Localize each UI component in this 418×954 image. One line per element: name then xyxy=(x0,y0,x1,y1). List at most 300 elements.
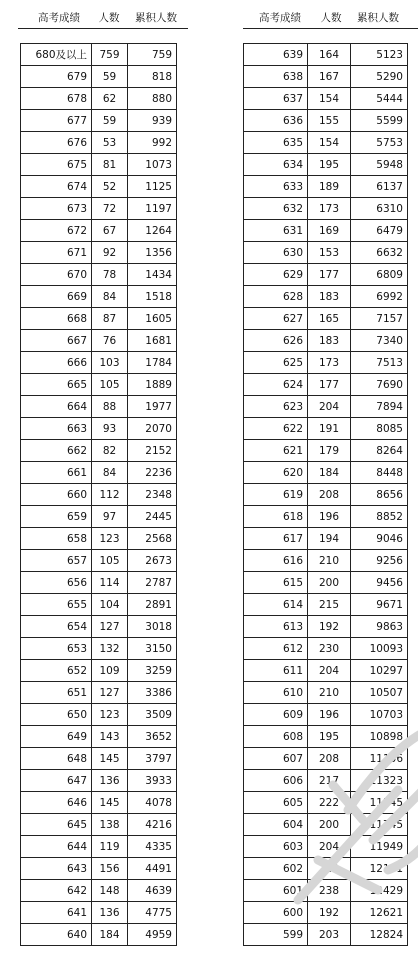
count-cell: 204 xyxy=(308,660,351,682)
count-cell: 93 xyxy=(92,418,128,440)
right-table-row xyxy=(244,836,408,858)
score-cell: 607 xyxy=(244,748,308,770)
cumulative-cell: 1889 xyxy=(128,374,177,396)
right-header-rule xyxy=(243,28,418,29)
cumulative-cell: 5948 xyxy=(351,154,408,176)
count-cell: 127 xyxy=(92,682,128,704)
right-table-row xyxy=(244,814,408,836)
count-cell: 194 xyxy=(308,528,351,550)
cumulative-cell: 1977 xyxy=(128,396,177,418)
score-cell: 642 xyxy=(21,880,92,902)
count-cell: 208 xyxy=(308,748,351,770)
right-table-row xyxy=(244,704,408,726)
right-table-row xyxy=(244,880,408,902)
count-cell: 114 xyxy=(92,572,128,594)
score-cell: 629 xyxy=(244,264,308,286)
cumulative-cell: 1197 xyxy=(128,198,177,220)
right-table-row xyxy=(244,308,408,330)
score-cell: 644 xyxy=(21,836,92,858)
cumulative-cell: 8448 xyxy=(351,462,408,484)
score-cell: 615 xyxy=(244,572,308,594)
left-table-row xyxy=(21,792,177,814)
count-cell: 167 xyxy=(308,66,351,88)
left-table-row xyxy=(21,132,177,154)
score-cell: 679 xyxy=(21,66,92,88)
left-table-row xyxy=(21,154,177,176)
cumulative-cell: 2070 xyxy=(128,418,177,440)
count-cell: 189 xyxy=(308,176,351,198)
score-cell: 637 xyxy=(244,88,308,110)
cumulative-cell: 12824 xyxy=(351,924,408,946)
cumulative-cell: 7157 xyxy=(351,308,408,330)
left-table-row xyxy=(21,814,177,836)
right-table-row xyxy=(244,220,408,242)
right-table-row xyxy=(244,330,408,352)
cumulative-cell: 3509 xyxy=(128,704,177,726)
score-cell: 632 xyxy=(244,198,308,220)
score-cell: 675 xyxy=(21,154,92,176)
count-cell: 145 xyxy=(92,748,128,770)
count-cell: 81 xyxy=(92,154,128,176)
score-cell: 599 xyxy=(244,924,308,946)
score-cell: 606 xyxy=(244,770,308,792)
count-cell: 109 xyxy=(92,660,128,682)
count-cell: 238 xyxy=(308,880,351,902)
score-cell: 625 xyxy=(244,352,308,374)
cumulative-cell: 5123 xyxy=(351,44,408,66)
left-table-row xyxy=(21,704,177,726)
cumulative-cell: 5290 xyxy=(351,66,408,88)
right-table-row xyxy=(244,418,408,440)
count-cell: 123 xyxy=(92,528,128,550)
cumulative-cell: 1356 xyxy=(128,242,177,264)
right-table-row xyxy=(244,396,408,418)
left-table-row xyxy=(21,638,177,660)
count-cell: 230 xyxy=(308,638,351,660)
count-cell: 72 xyxy=(92,198,128,220)
right-table-row xyxy=(244,748,408,770)
cumulative-cell: 9256 xyxy=(351,550,408,572)
count-cell: 155 xyxy=(308,110,351,132)
count-cell: 59 xyxy=(92,110,128,132)
score-cell: 674 xyxy=(21,176,92,198)
left-table-row xyxy=(21,748,177,770)
left-table-row xyxy=(21,616,177,638)
score-cell: 651 xyxy=(21,682,92,704)
cumulative-cell: 12429 xyxy=(351,880,408,902)
cumulative-cell: 992 xyxy=(128,132,177,154)
score-cell: 635 xyxy=(244,132,308,154)
left-table-row xyxy=(21,44,177,66)
count-cell: 184 xyxy=(308,462,351,484)
cumulative-cell: 3259 xyxy=(128,660,177,682)
cumulative-cell: 9671 xyxy=(351,594,408,616)
count-cell: 52 xyxy=(92,176,128,198)
score-cell: 605 xyxy=(244,792,308,814)
score-cell: 616 xyxy=(244,550,308,572)
count-cell: 136 xyxy=(92,770,128,792)
count-cell: 203 xyxy=(308,924,351,946)
count-cell: 204 xyxy=(308,836,351,858)
score-cell: 641 xyxy=(21,902,92,924)
cumulative-cell: 11106 xyxy=(351,748,408,770)
count-cell: 154 xyxy=(308,132,351,154)
left-score-table xyxy=(20,43,177,946)
cumulative-cell: 4491 xyxy=(128,858,177,880)
score-cell: 660 xyxy=(21,484,92,506)
left-table-row xyxy=(21,396,177,418)
cumulative-cell: 8085 xyxy=(351,418,408,440)
right-table-row xyxy=(244,176,408,198)
score-cell: 676 xyxy=(21,132,92,154)
score-cell: 603 xyxy=(244,836,308,858)
cumulative-cell: 2787 xyxy=(128,572,177,594)
cumulative-cell: 1434 xyxy=(128,264,177,286)
left-table-row xyxy=(21,88,177,110)
score-cell: 661 xyxy=(21,462,92,484)
right-table-row xyxy=(244,638,408,660)
score-cell: 662 xyxy=(21,440,92,462)
score-cell: 669 xyxy=(21,286,92,308)
left-table-row xyxy=(21,506,177,528)
cumulative-cell: 939 xyxy=(128,110,177,132)
cumulative-cell: 12621 xyxy=(351,902,408,924)
left-header-rule xyxy=(18,28,188,29)
count-cell: 82 xyxy=(92,440,128,462)
count-cell: 165 xyxy=(308,308,351,330)
left-table-row xyxy=(21,176,177,198)
cumulative-cell: 10297 xyxy=(351,660,408,682)
count-cell: 84 xyxy=(92,462,128,484)
cumulative-cell: 1264 xyxy=(128,220,177,242)
score-cell: 626 xyxy=(244,330,308,352)
left-table-row xyxy=(21,594,177,616)
score-cell: 614 xyxy=(244,594,308,616)
score-cell: 663 xyxy=(21,418,92,440)
left-table-row xyxy=(21,880,177,902)
right-table-row xyxy=(244,462,408,484)
score-cell: 622 xyxy=(244,418,308,440)
count-cell: 215 xyxy=(308,594,351,616)
count-cell: 78 xyxy=(92,264,128,286)
left-table-row xyxy=(21,242,177,264)
cumulative-cell: 10507 xyxy=(351,682,408,704)
left-table-row xyxy=(21,264,177,286)
left-table-row xyxy=(21,220,177,242)
count-cell: 92 xyxy=(92,242,128,264)
count-cell: 196 xyxy=(308,704,351,726)
count-cell: 59 xyxy=(92,66,128,88)
score-cell: 648 xyxy=(21,748,92,770)
count-cell: 184 xyxy=(92,924,128,946)
count-cell: 123 xyxy=(92,704,128,726)
right-table-row xyxy=(244,594,408,616)
left-table-row xyxy=(21,660,177,682)
right-table-row xyxy=(244,616,408,638)
cumulative-cell: 2673 xyxy=(128,550,177,572)
count-cell: 192 xyxy=(308,902,351,924)
score-cell: 623 xyxy=(244,396,308,418)
count-cell: 177 xyxy=(308,264,351,286)
left-table-row xyxy=(21,308,177,330)
cumulative-cell: 7690 xyxy=(351,374,408,396)
score-cell: 643 xyxy=(21,858,92,880)
cumulative-cell: 1784 xyxy=(128,352,177,374)
right-table-row xyxy=(244,264,408,286)
score-cell: 639 xyxy=(244,44,308,66)
score-cell: 657 xyxy=(21,550,92,572)
score-cell: 634 xyxy=(244,154,308,176)
score-cell: 673 xyxy=(21,198,92,220)
cumulative-cell: 4335 xyxy=(128,836,177,858)
left-header-cumulative: 累积人数 xyxy=(135,12,177,24)
left-table-row xyxy=(21,682,177,704)
count-cell: 156 xyxy=(92,858,128,880)
count-cell: 164 xyxy=(308,44,351,66)
score-cell: 631 xyxy=(244,220,308,242)
right-table-row xyxy=(244,44,408,66)
right-table-row xyxy=(244,132,408,154)
count-cell: 195 xyxy=(308,726,351,748)
right-table-row xyxy=(244,286,408,308)
cumulative-cell: 5599 xyxy=(351,110,408,132)
count-cell: 200 xyxy=(308,572,351,594)
cumulative-cell: 2236 xyxy=(128,462,177,484)
score-cell: 602 xyxy=(244,858,308,880)
score-cell: 659 xyxy=(21,506,92,528)
cumulative-cell: 10093 xyxy=(351,638,408,660)
cumulative-cell: 3797 xyxy=(128,748,177,770)
right-table-row xyxy=(244,770,408,792)
cumulative-cell: 3018 xyxy=(128,616,177,638)
left-table-row xyxy=(21,198,177,220)
cumulative-cell: 9456 xyxy=(351,572,408,594)
cumulative-cell: 1518 xyxy=(128,286,177,308)
left-table-row xyxy=(21,836,177,858)
cumulative-cell: 2445 xyxy=(128,506,177,528)
cumulative-cell: 4216 xyxy=(128,814,177,836)
count-cell: 87 xyxy=(92,308,128,330)
score-cell: 667 xyxy=(21,330,92,352)
cumulative-cell: 10898 xyxy=(351,726,408,748)
left-table-row xyxy=(21,374,177,396)
score-cell: 678 xyxy=(21,88,92,110)
right-table-row xyxy=(244,506,408,528)
score-cell: 621 xyxy=(244,440,308,462)
count-cell: 153 xyxy=(308,242,351,264)
right-table-row xyxy=(244,110,408,132)
count-cell: 105 xyxy=(92,550,128,572)
count-cell: 179 xyxy=(308,440,351,462)
cumulative-cell: 12191 xyxy=(351,858,408,880)
right-table-row xyxy=(244,660,408,682)
score-cell: 646 xyxy=(21,792,92,814)
left-table-row xyxy=(21,484,177,506)
cumulative-cell: 10703 xyxy=(351,704,408,726)
score-cell: 624 xyxy=(244,374,308,396)
cumulative-cell: 1073 xyxy=(128,154,177,176)
cumulative-cell: 6809 xyxy=(351,264,408,286)
score-cell: 640 xyxy=(21,924,92,946)
right-table-row xyxy=(244,66,408,88)
left-table-row xyxy=(21,550,177,572)
count-cell: 242 xyxy=(308,858,351,880)
left-table-row xyxy=(21,286,177,308)
left-table-row xyxy=(21,440,177,462)
score-cell: 627 xyxy=(244,308,308,330)
count-cell: 67 xyxy=(92,220,128,242)
score-cell: 633 xyxy=(244,176,308,198)
score-cell: 617 xyxy=(244,528,308,550)
right-table-row xyxy=(244,924,408,946)
cumulative-cell: 6992 xyxy=(351,286,408,308)
score-cell: 613 xyxy=(244,616,308,638)
score-cell: 653 xyxy=(21,638,92,660)
score-cell: 671 xyxy=(21,242,92,264)
cumulative-cell: 4959 xyxy=(128,924,177,946)
cumulative-cell: 4775 xyxy=(128,902,177,924)
right-table-row xyxy=(244,528,408,550)
cumulative-cell: 2568 xyxy=(128,528,177,550)
count-cell: 62 xyxy=(92,88,128,110)
count-cell: 196 xyxy=(308,506,351,528)
left-table-row xyxy=(21,66,177,88)
score-cell: 665 xyxy=(21,374,92,396)
right-table-row xyxy=(244,242,408,264)
cumulative-cell: 8656 xyxy=(351,484,408,506)
score-cell: 664 xyxy=(21,396,92,418)
left-table-row xyxy=(21,418,177,440)
score-cell: 638 xyxy=(244,66,308,88)
cumulative-cell: 6479 xyxy=(351,220,408,242)
cumulative-cell: 3652 xyxy=(128,726,177,748)
score-cell: 611 xyxy=(244,660,308,682)
cumulative-cell: 7340 xyxy=(351,330,408,352)
cumulative-cell: 5444 xyxy=(351,88,408,110)
score-cell: 604 xyxy=(244,814,308,836)
score-cell: 658 xyxy=(21,528,92,550)
left-table-row xyxy=(21,726,177,748)
score-cell: 652 xyxy=(21,660,92,682)
score-cell: 654 xyxy=(21,616,92,638)
count-cell: 148 xyxy=(92,880,128,902)
score-cell: 650 xyxy=(21,704,92,726)
right-table-row xyxy=(244,440,408,462)
score-cell: 655 xyxy=(21,594,92,616)
count-cell: 204 xyxy=(308,396,351,418)
count-cell: 103 xyxy=(92,352,128,374)
count-cell: 210 xyxy=(308,682,351,704)
count-cell: 76 xyxy=(92,330,128,352)
count-cell: 97 xyxy=(92,506,128,528)
cumulative-cell: 2348 xyxy=(128,484,177,506)
cumulative-cell: 3933 xyxy=(128,770,177,792)
count-cell: 759 xyxy=(92,44,128,66)
score-cell: 668 xyxy=(21,308,92,330)
cumulative-cell: 1681 xyxy=(128,330,177,352)
cumulative-cell: 6632 xyxy=(351,242,408,264)
right-score-table xyxy=(243,43,408,946)
right-table-row xyxy=(244,352,408,374)
cumulative-cell: 4639 xyxy=(128,880,177,902)
cumulative-cell: 1125 xyxy=(128,176,177,198)
count-cell: 200 xyxy=(308,814,351,836)
count-cell: 195 xyxy=(308,154,351,176)
score-cell: 680及以上 xyxy=(21,44,92,66)
cumulative-cell: 11545 xyxy=(351,792,408,814)
count-cell: 191 xyxy=(308,418,351,440)
left-table-row xyxy=(21,110,177,132)
score-cell: 618 xyxy=(244,506,308,528)
score-cell: 620 xyxy=(244,462,308,484)
cumulative-cell: 759 xyxy=(128,44,177,66)
score-cell: 670 xyxy=(21,264,92,286)
left-table-row xyxy=(21,330,177,352)
score-cell: 608 xyxy=(244,726,308,748)
left-table-row xyxy=(21,572,177,594)
score-cell: 636 xyxy=(244,110,308,132)
left-table-row xyxy=(21,858,177,880)
cumulative-cell: 11745 xyxy=(351,814,408,836)
cumulative-cell: 3150 xyxy=(128,638,177,660)
right-table-row xyxy=(244,726,408,748)
count-cell: 183 xyxy=(308,286,351,308)
cumulative-cell: 9046 xyxy=(351,528,408,550)
count-cell: 104 xyxy=(92,594,128,616)
count-cell: 154 xyxy=(308,88,351,110)
right-table-row xyxy=(244,484,408,506)
cumulative-cell: 7513 xyxy=(351,352,408,374)
count-cell: 173 xyxy=(308,198,351,220)
cumulative-cell: 2152 xyxy=(128,440,177,462)
score-cell: 666 xyxy=(21,352,92,374)
right-table-row xyxy=(244,792,408,814)
count-cell: 173 xyxy=(308,352,351,374)
cumulative-cell: 7894 xyxy=(351,396,408,418)
count-cell: 138 xyxy=(92,814,128,836)
score-cell: 610 xyxy=(244,682,308,704)
left-header-score: 高考成绩 xyxy=(38,12,80,24)
right-table-row xyxy=(244,572,408,594)
score-cell: 630 xyxy=(244,242,308,264)
count-cell: 192 xyxy=(308,616,351,638)
score-cell: 672 xyxy=(21,220,92,242)
right-table-row xyxy=(244,198,408,220)
cumulative-cell: 6137 xyxy=(351,176,408,198)
count-cell: 88 xyxy=(92,396,128,418)
cumulative-cell: 6310 xyxy=(351,198,408,220)
count-cell: 145 xyxy=(92,792,128,814)
cumulative-cell: 818 xyxy=(128,66,177,88)
cumulative-cell: 5753 xyxy=(351,132,408,154)
cumulative-cell: 8264 xyxy=(351,440,408,462)
left-table-row xyxy=(21,352,177,374)
count-cell: 183 xyxy=(308,330,351,352)
cumulative-cell: 2891 xyxy=(128,594,177,616)
right-table-row xyxy=(244,902,408,924)
score-cell: 677 xyxy=(21,110,92,132)
count-cell: 222 xyxy=(308,792,351,814)
right-table-row xyxy=(244,88,408,110)
cumulative-cell: 880 xyxy=(128,88,177,110)
right-header-score: 高考成绩 xyxy=(259,12,301,24)
right-table-row xyxy=(244,374,408,396)
count-cell: 210 xyxy=(308,550,351,572)
count-cell: 169 xyxy=(308,220,351,242)
score-cell: 609 xyxy=(244,704,308,726)
count-cell: 119 xyxy=(92,836,128,858)
cumulative-cell: 8852 xyxy=(351,506,408,528)
